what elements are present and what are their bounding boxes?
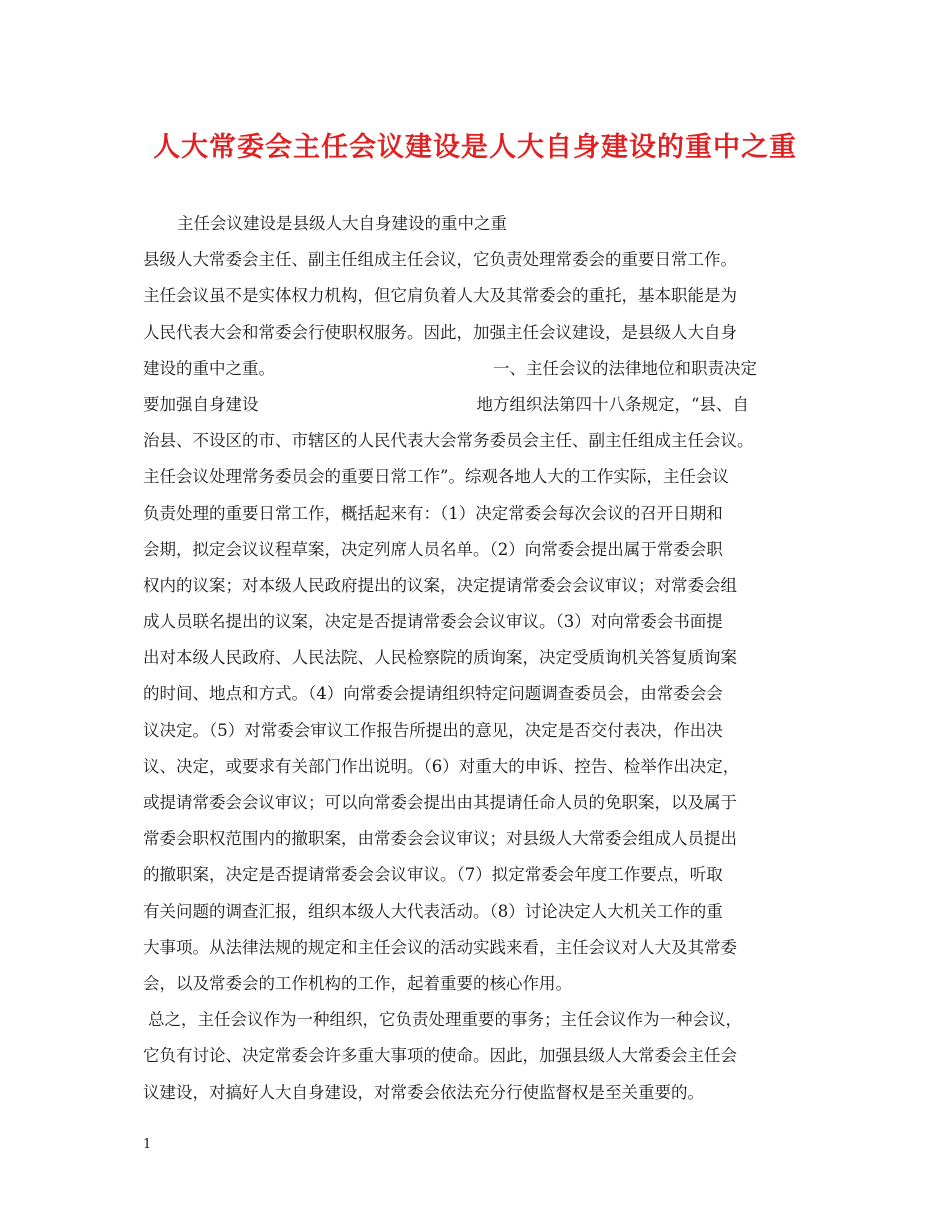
text-line: [143, 532, 823, 568]
text-segment: 议建设，对搞好人大自身建设，对常委会依法充分行使监督权是至关重要的。: [143, 1082, 704, 1102]
document-title: 人大常委会主任会议建设是人大自身建设的重中之重: [153, 132, 797, 163]
text-segment: 大事项。从法律法规的规定和主任会议的活动实践来看，主任会议对人大及其常委: [143, 937, 737, 957]
text-segment: 的撤职案，决定是否提请常委会会议审议。（7）拟定常委会年度工作要点，听取: [143, 865, 723, 885]
text-segment: 常委会职权范围内的撤职案，由常委会会议审议；对县级人大常委会组成人员提出: [143, 829, 737, 849]
text-segment: 出对本级人民政府、人民法院、人民检察院的质询案，决定受质询机关答复质询案: [143, 648, 737, 668]
text-segment: 主任会议虽不是实体权力机构，但它肩负着人大及其常委会的重托，基本职能是为: [143, 286, 737, 306]
text-line: [143, 857, 823, 893]
text-segment: 议、决定，或要求有关部门作出说明。（6）对重大的申诉、控告、检举作出决定，: [143, 756, 740, 776]
text-segment: 权内的议案；对本级人民政府提出的议案，决定提请常委会会议审议；对常委会组: [143, 575, 737, 595]
text-segment: 主任会议建设是县级人大自身建设的重中之重: [177, 214, 507, 233]
text-line: [143, 604, 823, 640]
text-segment: 人民代表大会和常委会行使职权服务。因此，加强主任会议建设，是县级人大自身: [143, 322, 737, 342]
text-line: [143, 459, 823, 495]
text-line: [143, 315, 823, 351]
text-line: [143, 496, 823, 532]
text-line: [143, 749, 823, 785]
text-segment: 它负有讨论、决定常委会许多重大事项的使命。因此，加强县级人大常委会主任会: [143, 1046, 737, 1066]
text-segment: 负责处理的重要日常工作，概括起来有：（1）决定常委会每次会议的召开日期和: [143, 503, 723, 523]
text-line: [143, 278, 823, 314]
text-segment: 县级人大常委会主任、副主任组成主任会议，它负责处理常委会的重要日常工作。: [143, 250, 737, 270]
text-line: [143, 387, 823, 423]
text-line: [143, 640, 823, 676]
text-segment: 地方组织法第四十八条规定，“县、自: [476, 394, 749, 414]
text-segment: 主任会议处理常务委员会的重要日常工作”。综观各地人大的工作实际，主任会议: [143, 467, 729, 487]
text-line: [143, 676, 823, 712]
text-line: [143, 966, 823, 1002]
text-line: [143, 930, 823, 966]
text-segment: 一、主任会议的法律地位和职责决定: [493, 358, 757, 378]
text-segment: 或提请常委会会议审议；可以向常委会提出由其提请任命人员的免职案，以及属于: [143, 793, 737, 812]
text-segment: 要加强自身建设: [143, 394, 259, 414]
text-segment: 有关问题的调查汇报，组织本级人大代表活动。（8）讨论决定人大机关工作的重: [143, 901, 723, 921]
text-line: [143, 206, 823, 242]
text-line: [143, 821, 823, 857]
text-segment: 会期，拟定会议议程草案，决定列席人员名单。（2）向常委会提出属于常委会职: [143, 539, 723, 559]
text-line: [143, 568, 823, 604]
text-segment: 成人员联名提出的议案，决定是否提请常委会会议审议。（3）对向常委会书面提: [143, 612, 723, 632]
text-line: [143, 713, 823, 749]
document-body: [143, 206, 823, 1111]
text-line: [143, 894, 823, 930]
text-segment: 的时间、地点和方式。（4）向常委会提请组织特定问题调查委员会，由常委会会: [143, 684, 723, 704]
page-number: 1: [143, 1137, 152, 1152]
text-line: [143, 1075, 823, 1111]
text-segment: 治县、不设区的市、市辖区的人民代表大会常务委员会主任、副主任组成主任会议。: [143, 431, 754, 451]
text-segment: 总之，主任会议作为一种组织，它负责处理重要的事务；主任会议作为一种会议，: [148, 1010, 742, 1030]
text-line: [143, 785, 823, 821]
text-line: [143, 423, 823, 459]
text-line: [143, 242, 823, 278]
text-segment: 议决定。（5）对常委会审议工作报告所提出的意见，决定是否交付表决，作出决: [143, 720, 723, 740]
text-segment: 会，以及常委会的工作机构的工作，起着重要的核心作用。: [143, 973, 572, 993]
text-line: [143, 1002, 823, 1038]
text-segment: 建设的重中之重。: [143, 358, 275, 378]
text-line: [143, 1038, 823, 1074]
text-line: [143, 351, 823, 387]
